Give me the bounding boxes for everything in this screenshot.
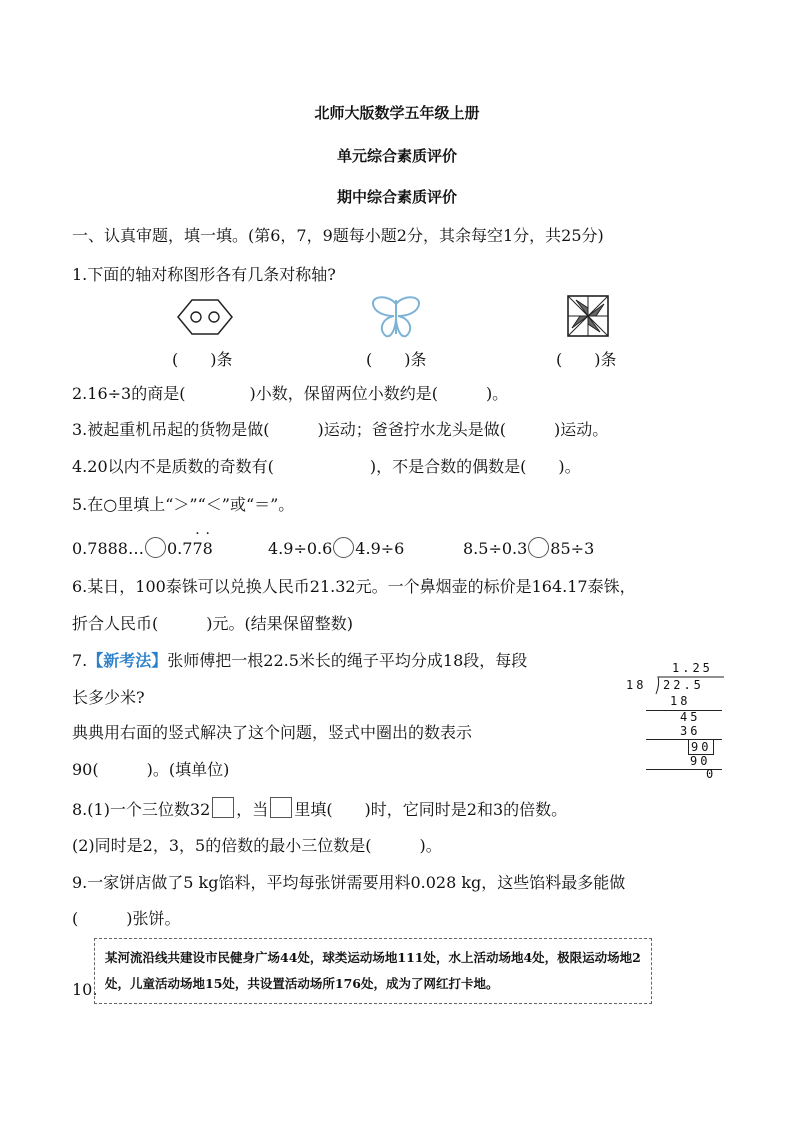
division-row: 45 <box>680 710 701 724</box>
q5-text: 5.在○里填上“＞”“＜”或“＝”。 <box>72 495 295 514</box>
square-star-icon <box>566 294 610 338</box>
diamond-with-circles-icon <box>174 296 234 338</box>
compare-circle[interactable] <box>528 537 549 558</box>
q8-line2: (2)同时是2，3，5的倍数的最小三位数是( )。 <box>72 836 442 855</box>
q6-line2: 折合人民币( )元。(结果保留整数) <box>72 614 353 633</box>
new-method-tag: 【新考法】 <box>87 651 168 670</box>
q4-text: 4.20以内不是质数的奇数有( )，不是合数的偶数是( )。 <box>72 457 581 476</box>
q5-item-1: 0.7888… 0.77 ·8 · <box>72 537 213 558</box>
q2-text: 2.16÷3的商是( )小数，保留两位小数约是( )。 <box>72 384 509 403</box>
division-dividend: 22.5 <box>663 678 704 692</box>
q1-blank-3[interactable]: ( )条 <box>556 350 617 369</box>
butterfly-icon <box>370 294 422 340</box>
compare-circle[interactable] <box>145 537 166 558</box>
division-row: 18 <box>670 694 691 708</box>
division-circled-90: 90 <box>688 739 714 755</box>
division-row: 36 <box>680 724 701 738</box>
q5-item-2: 4.9÷0.6 4.9÷6 <box>268 539 405 558</box>
q7-line1: 7.【新考法】张师傅把一根22.5米长的绳子平均分成18段，每段 <box>72 651 528 670</box>
division-row: 90 <box>690 754 711 768</box>
compare-circle[interactable] <box>333 537 354 558</box>
q10-number: 10. <box>72 980 98 999</box>
q6-line1: 6.某日，100泰铢可以兑换人民币21.32元。一个鼻烟壶的标价是164.17泰铢， <box>72 577 636 596</box>
unit-title: 单元综合素质评价 <box>336 147 457 165</box>
q5-item-3: 8.5÷0.3 85÷3 <box>463 539 595 558</box>
q8-line1: 8.(1)一个三位数32 ，当 里填( )时，它同时是2和3的倍数。 <box>72 797 567 820</box>
division-quotient: 1.25 <box>672 661 713 675</box>
q9-line2: ( )张饼。 <box>72 909 181 928</box>
section-heading: 一、认真审题，填一填。(第6，7，9题每小题2分，其余每空1分，共25分) <box>72 226 604 245</box>
digit-box[interactable] <box>270 797 292 818</box>
q10-info-box: 某河流沿线共建设市民健身广场44处，球类运动场地111处，水上活动场地4处，极限运动场地2处，儿童活动场地15处，共设置活动场所176处，成为了网红打卡地。 <box>94 938 652 1004</box>
q7-line3: 典典用右面的竖式解决了这个问题，竖式中圈出的数表示 <box>72 723 473 742</box>
q1-blank-2[interactable]: ( )条 <box>366 350 427 369</box>
q1-blank-1[interactable]: ( )条 <box>172 350 233 369</box>
q7-line2: 长多少米? <box>72 688 145 707</box>
digit-box[interactable] <box>212 797 234 818</box>
q1-text: 1.下面的轴对称图形各有几条对称轴? <box>72 265 336 284</box>
q3-text: 3.被起重机吊起的货物是做( )运动；爸爸拧水龙头是做( )运动。 <box>72 420 609 439</box>
division-divisor: 18 <box>626 678 647 692</box>
q7-line4: 90( )。(填单位) <box>72 760 230 779</box>
division-remainder: 0 <box>706 767 714 781</box>
exam-title: 期中综合素质评价 <box>336 188 457 206</box>
book-title: 北师大版数学五年级上册 <box>314 104 480 122</box>
division-bracket <box>650 676 725 696</box>
q9-line1: 9.一家饼店做了5 kg馅料，平均每张饼需要用料0.028 kg，这些馅料最多能做 <box>72 873 626 892</box>
